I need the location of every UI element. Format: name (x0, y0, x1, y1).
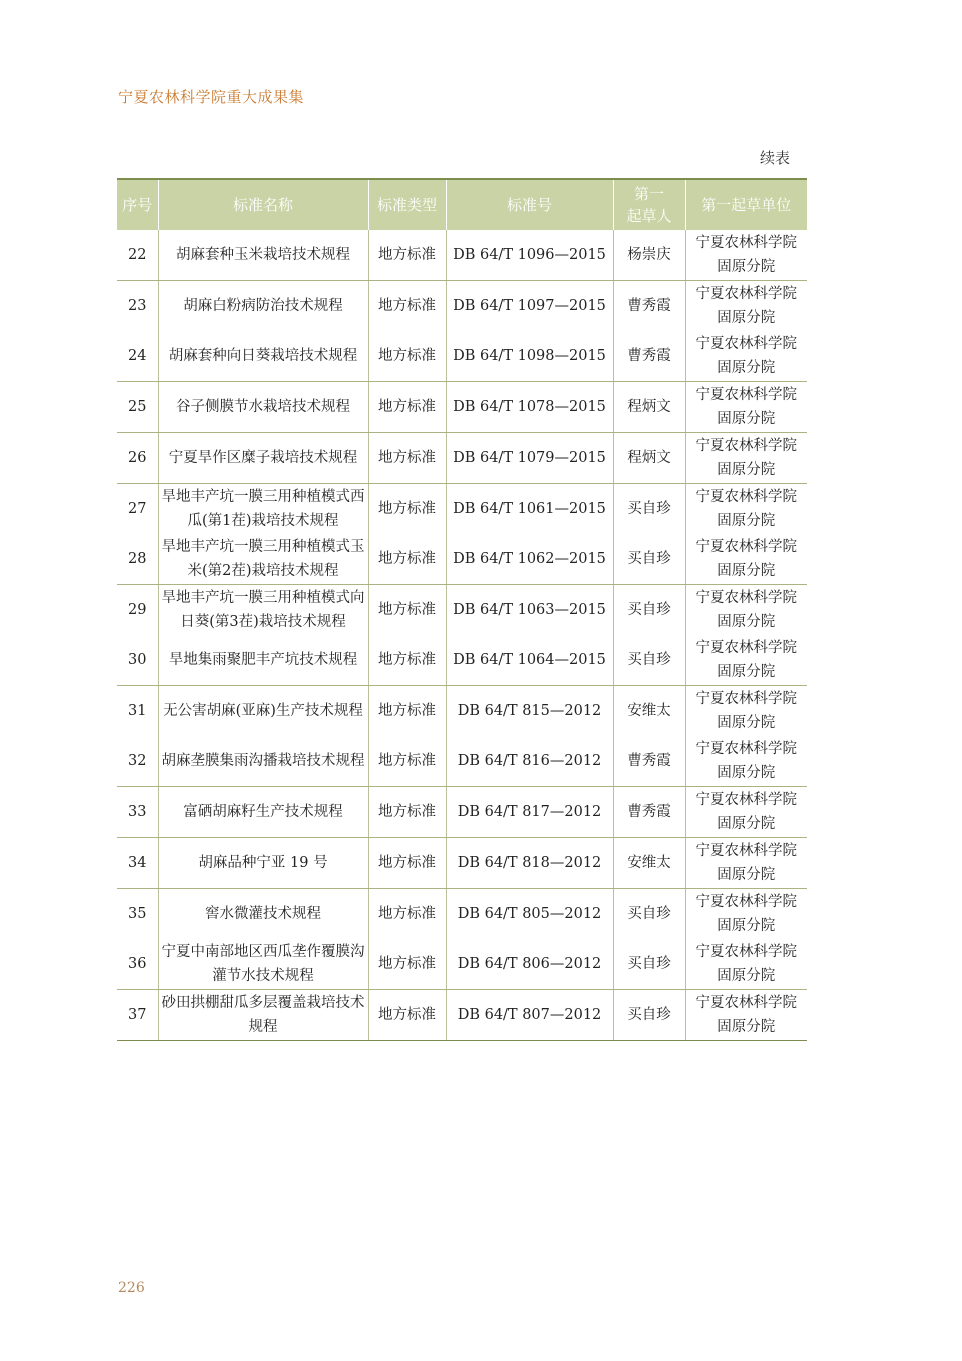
cell-drafter: 买自珍 (613, 889, 685, 940)
standards-table (117, 178, 807, 1041)
cell-code: DB 64/T 1096—2015 (446, 230, 613, 281)
cell-type: 地方标准 (368, 939, 446, 990)
cell-unit: 宁夏农林科学院固原分院 (685, 889, 807, 940)
cell-drafter: 买自珍 (613, 939, 685, 990)
cell-name: 富硒胡麻籽生产技术规程 (158, 787, 368, 838)
cell-no: 32 (117, 736, 158, 787)
cell-drafter: 买自珍 (613, 990, 685, 1041)
cell-type: 地方标准 (368, 382, 446, 433)
header-no: 序号 (117, 179, 158, 230)
cell-type: 地方标准 (368, 534, 446, 585)
cell-unit: 宁夏农林科学院固原分院 (685, 433, 807, 484)
cell-code: DB 64/T 807—2012 (446, 990, 613, 1041)
cell-drafter: 买自珍 (613, 585, 685, 636)
table-row (117, 433, 807, 484)
cell-code: DB 64/T 817—2012 (446, 787, 613, 838)
table-row (117, 281, 807, 332)
cell-type: 地方标准 (368, 787, 446, 838)
cell-drafter: 安维太 (613, 686, 685, 737)
cell-name: 旱地丰产坑一膜三用种植模式向日葵(第3茬)栽培技术规程 (158, 585, 368, 636)
cell-no: 33 (117, 787, 158, 838)
cell-name: 无公害胡麻(亚麻)生产技术规程 (158, 686, 368, 737)
table-row (117, 382, 807, 433)
cell-code: DB 64/T 1098—2015 (446, 331, 613, 382)
cell-unit: 宁夏农林科学院固原分院 (685, 838, 807, 889)
cell-code: DB 64/T 1078—2015 (446, 382, 613, 433)
table-row (117, 889, 807, 940)
cell-type: 地方标准 (368, 736, 446, 787)
cell-unit: 宁夏农林科学院固原分院 (685, 686, 807, 737)
cell-drafter: 程炳文 (613, 382, 685, 433)
cell-no: 28 (117, 534, 158, 585)
table-row (117, 787, 807, 838)
cell-type: 地方标准 (368, 990, 446, 1041)
table-row (117, 484, 807, 535)
running-header: 宁夏农林科学院重大成果集 (118, 88, 305, 106)
cell-name: 胡麻白粉病防治技术规程 (158, 281, 368, 332)
cell-name: 胡麻套种玉米栽培技术规程 (158, 230, 368, 281)
cell-drafter: 曹秀霞 (613, 331, 685, 382)
cell-name: 旱地丰产坑一膜三用种植模式西瓜(第1茬)栽培技术规程 (158, 484, 368, 535)
cell-unit: 宁夏农林科学院固原分院 (685, 585, 807, 636)
cell-no: 31 (128, 703, 147, 719)
cell-code: DB 64/T 1079—2015 (446, 433, 613, 484)
table-row (117, 736, 807, 787)
table-row (117, 990, 807, 1041)
page-number: 226 (118, 1280, 145, 1296)
cell-no: 24 (117, 331, 158, 382)
cell-name: 胡麻套种向日葵栽培技术规程 (158, 331, 368, 382)
cell-no: 25 (117, 382, 158, 433)
cell-name: 砂田拱棚甜瓜多层覆盖栽培技术规程 (158, 990, 368, 1041)
cell-type: 地方标准 (368, 585, 446, 636)
cell-code: DB 64/T 818—2012 (446, 838, 613, 889)
cell-code: DB 64/T 1097—2015 (446, 281, 613, 332)
cell-no: 35 (128, 906, 147, 922)
cell-code: DB 64/T 805—2012 (446, 889, 613, 940)
cell-unit: 宁夏农林科学院固原分院 (685, 787, 807, 838)
cell-type: 地方标准 (368, 838, 446, 889)
table-row (117, 635, 807, 686)
header-drafter: 第一 起草人 (613, 179, 685, 230)
continued-label: 续表 (760, 149, 791, 167)
cell-no: 26 (117, 433, 158, 484)
cell-code: DB 64/T 1062—2015 (446, 534, 613, 585)
cell-name: 宁夏旱作区糜子栽培技术规程 (158, 433, 368, 484)
cell-unit: 宁夏农林科学院固原分院 (685, 331, 807, 382)
cell-no: 29 (128, 602, 147, 618)
cell-type: 地方标准 (368, 331, 446, 382)
cell-code: DB 64/T 1064—2015 (446, 635, 613, 686)
cell-code: DB 64/T 806—2012 (446, 939, 613, 990)
table-row (117, 331, 807, 382)
table-row (117, 585, 807, 636)
cell-no: 34 (117, 838, 158, 889)
cell-unit: 宁夏农林科学院固原分院 (685, 281, 807, 332)
cell-code: DB 64/T 816—2012 (446, 736, 613, 787)
table-row (117, 939, 807, 990)
cell-type: 地方标准 (368, 281, 446, 332)
cell-unit: 宁夏农林科学院固原分院 (685, 382, 807, 433)
table-row (117, 838, 807, 889)
cell-name: 胡麻垄膜集雨沟播栽培技术规程 (158, 736, 368, 787)
cell-drafter: 程炳文 (613, 433, 685, 484)
cell-no: 37 (117, 990, 158, 1041)
cell-unit: 宁夏农林科学院固原分院 (685, 990, 807, 1041)
cell-no: 36 (117, 939, 158, 990)
cell-name: 宁夏中南部地区西瓜垄作覆膜沟灌节水技术规程 (158, 939, 368, 990)
cell-name: 谷子侧膜节水栽培技术规程 (158, 382, 368, 433)
cell-unit: 宁夏农林科学院固原分院 (685, 635, 807, 686)
cell-no: 23 (128, 298, 147, 314)
cell-unit: 宁夏农林科学院固原分院 (685, 736, 807, 787)
table-row (117, 534, 807, 585)
cell-code: DB 64/T 1061—2015 (446, 484, 613, 535)
cell-type: 地方标准 (368, 686, 446, 737)
cell-no: 27 (128, 501, 147, 517)
cell-drafter: 曹秀霞 (613, 787, 685, 838)
cell-drafter: 买自珍 (613, 534, 685, 585)
cell-type: 地方标准 (368, 635, 446, 686)
cell-code: DB 64/T 1063—2015 (446, 585, 613, 636)
cell-drafter: 曹秀霞 (613, 281, 685, 332)
header-unit: 第一起草单位 (685, 179, 807, 230)
cell-type: 地方标准 (368, 889, 446, 940)
table-row (117, 686, 807, 737)
header-type: 标准类型 (368, 179, 446, 230)
cell-drafter: 买自珍 (613, 635, 685, 686)
cell-unit: 宁夏农林科学院固原分院 (685, 484, 807, 535)
cell-no: 22 (117, 230, 158, 281)
cell-type: 地方标准 (368, 484, 446, 535)
header-name: 标准名称 (158, 179, 368, 230)
cell-name: 旱地集雨聚肥丰产坑技术规程 (158, 635, 368, 686)
table-row (117, 230, 807, 281)
cell-drafter: 杨崇庆 (613, 230, 685, 281)
table-header-row (117, 179, 807, 230)
cell-name: 胡麻品种宁亚 19 号 (158, 838, 368, 889)
cell-type: 地方标准 (368, 433, 446, 484)
cell-drafter: 曹秀霞 (613, 736, 685, 787)
cell-type: 地方标准 (368, 230, 446, 281)
cell-name: 窖水微灌技术规程 (158, 889, 368, 940)
cell-unit: 宁夏农林科学院固原分院 (685, 230, 807, 281)
cell-name: 旱地丰产坑一膜三用种植模式玉米(第2茬)栽培技术规程 (158, 534, 368, 585)
cell-no: 30 (117, 635, 158, 686)
cell-unit: 宁夏农林科学院固原分院 (685, 534, 807, 585)
cell-code: DB 64/T 815—2012 (446, 686, 613, 737)
header-code: 标准号 (446, 179, 613, 230)
cell-drafter: 买自珍 (613, 484, 685, 535)
cell-drafter: 安维太 (613, 838, 685, 889)
cell-unit: 宁夏农林科学院固原分院 (685, 939, 807, 990)
